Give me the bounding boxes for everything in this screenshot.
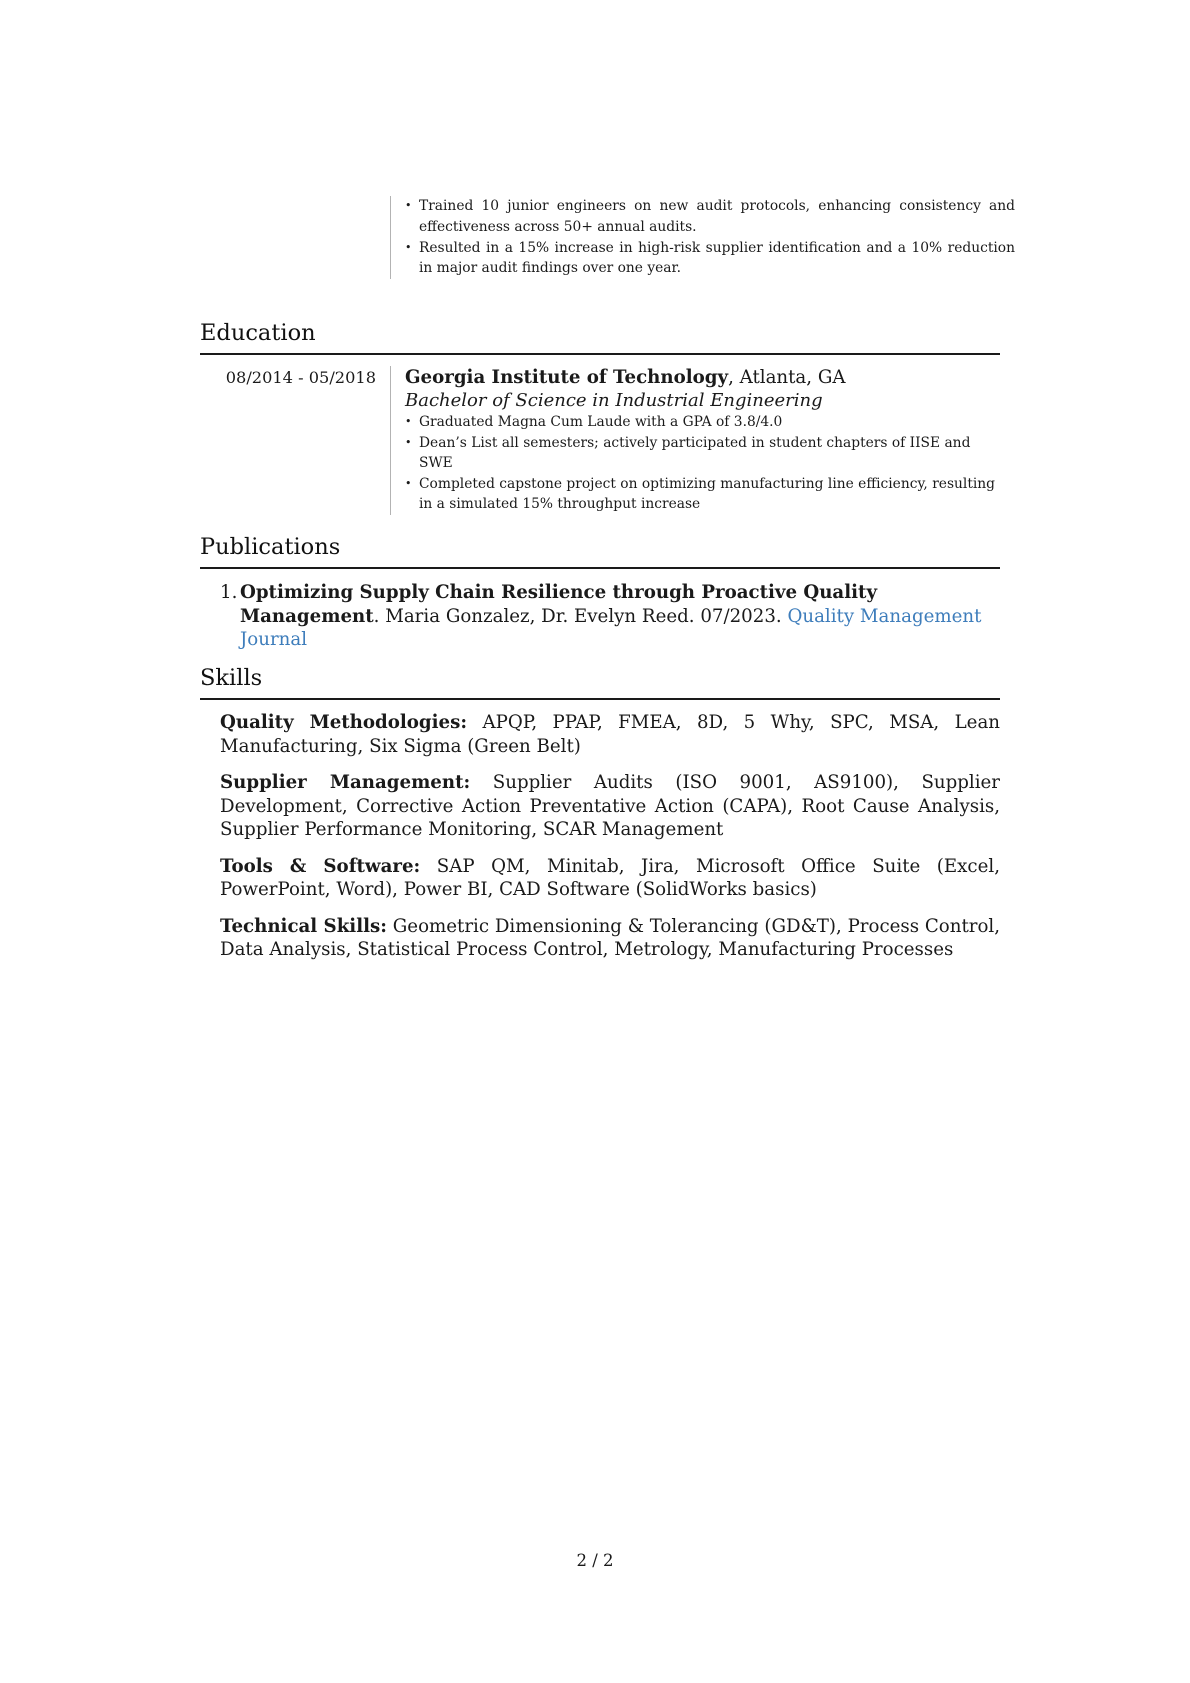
publication-citation bbox=[240, 581, 1000, 652]
skill-group-label: Tools & Software: bbox=[220, 855, 421, 877]
publication-item bbox=[200, 581, 1000, 652]
publications-divider bbox=[200, 567, 1000, 569]
skill-group-quality-methodologies bbox=[200, 711, 1000, 758]
skill-group-label: Technical Skills: bbox=[220, 915, 387, 937]
education-bullet: • Dean’s List all semesters; actively participated in student chapters of IISE and SWE bbox=[405, 433, 1000, 474]
skill-group-tools-software bbox=[200, 855, 1000, 902]
degree-title: Bachelor of Science in Industrial Engineering bbox=[405, 390, 823, 411]
education-section bbox=[200, 319, 1000, 515]
education-bullet: • Completed capstone project on optimizing manufacturing line efficiency, resulting in a simulated 15% throughput increase bbox=[405, 474, 1000, 515]
publication-authors-date: . Maria Gonzalez, Dr. Evelyn Reed. 07/2023. bbox=[373, 605, 788, 627]
skills-list bbox=[200, 711, 1000, 962]
education-bullet-list bbox=[405, 412, 1000, 515]
education-dates: 08/2014 - 05/2018 bbox=[225, 368, 376, 387]
skills-heading: Skills bbox=[200, 665, 263, 691]
resume-page bbox=[200, 0, 1015, 1683]
experience-bullet-list bbox=[405, 196, 1015, 279]
skill-group-text: Supplier Audits (ISO 9001, AS9100), Supplier Development, Corrective Action Preventative Action (CAPA), Root Cause Analysis, Supplier Performance Monitoring, SCAR Management bbox=[220, 772, 1000, 840]
education-heading: Education bbox=[200, 320, 316, 346]
publication-list bbox=[200, 581, 1000, 652]
institution-location: , Atlanta, GA bbox=[728, 367, 846, 388]
education-entry bbox=[200, 366, 1000, 515]
experience-bullet: • Trained 10 junior engineers on new audit protocols, enhancing consistency and effectiveness across 50+ annual audits. bbox=[405, 196, 1015, 238]
publication-number: 1. bbox=[220, 582, 238, 603]
skill-group-text: Geometric Dimensioning & Tolerancing (GD&T), Process Control, Data Analysis, Statistical Process Control, Metrology, Manufacturing Processes bbox=[220, 915, 1000, 960]
skill-group-text: SAP QM, Minitab, Jira, Microsoft Office Suite (Excel, PowerPoint, Word), Power BI, CAD Software (SolidWorks basics) bbox=[220, 855, 1000, 900]
experience-bullet: • Resulted in a 15% increase in high-risk supplier identification and a 10% reduction in major audit findings over one year. bbox=[405, 238, 1015, 280]
skills-divider bbox=[200, 698, 1000, 700]
experience-continued-block bbox=[390, 196, 1015, 279]
skill-group-label: Quality Methodologies: bbox=[220, 712, 468, 733]
institution-line bbox=[405, 366, 1000, 389]
skill-group-text: APQP, PPAP, FMEA, 8D, 5 Why, SPC, MSA, Lean Manufacturing, Six Sigma (Green Belt) bbox=[220, 712, 1000, 757]
publication-venue-link[interactable]: Quality Management Journal bbox=[240, 605, 982, 650]
skills-section bbox=[200, 664, 1000, 962]
education-details bbox=[390, 366, 1000, 515]
skill-group-technical-skills bbox=[200, 915, 1000, 962]
page-number: 2 / 2 bbox=[576, 1551, 614, 1570]
publications-section bbox=[200, 533, 1000, 652]
education-bullet: • Graduated Magna Cum Laude with a GPA of 3.8/4.0 bbox=[405, 412, 1000, 433]
publications-heading: Publications bbox=[200, 534, 341, 560]
skill-group-label: Supplier Management: bbox=[220, 772, 471, 793]
institution-name: Georgia Institute of Technology bbox=[405, 367, 729, 388]
skill-group-supplier-management bbox=[200, 771, 1000, 842]
education-divider bbox=[200, 353, 1000, 355]
publication-title: Optimizing Supply Chain Resilience through Proactive Quality Management bbox=[240, 582, 878, 627]
